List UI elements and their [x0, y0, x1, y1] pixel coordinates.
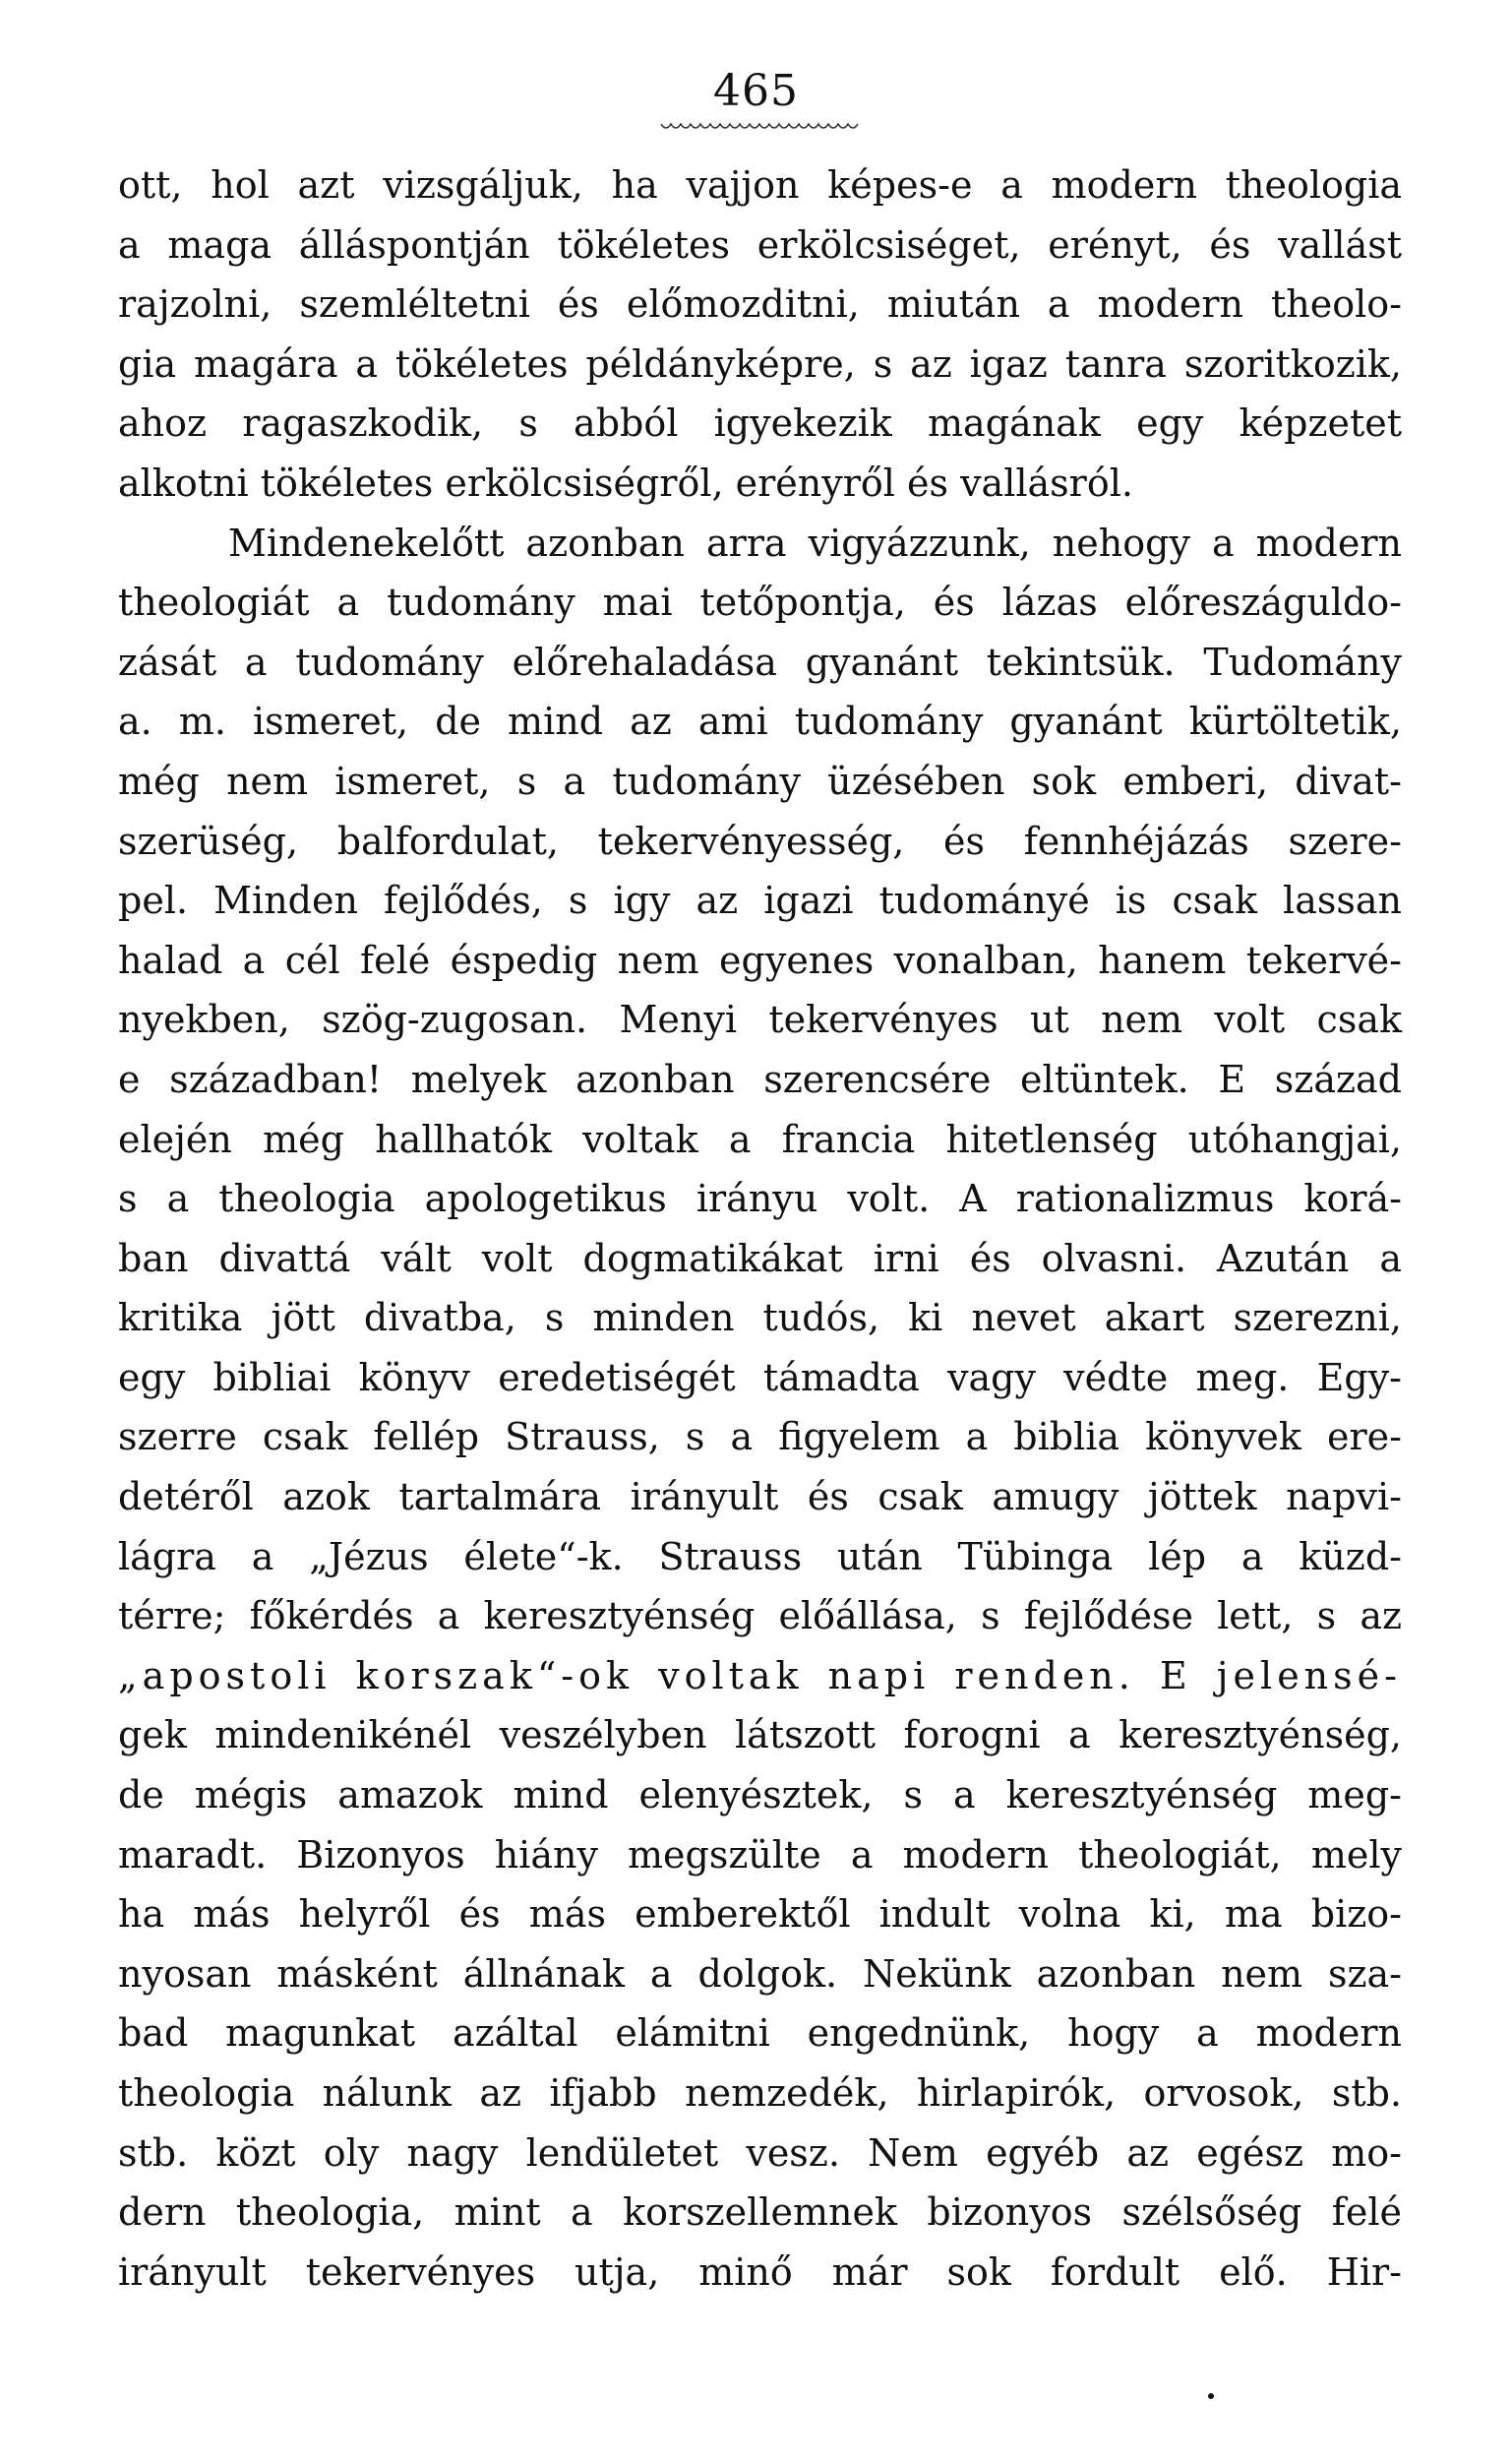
- wavy-underline-ornament: [659, 118, 866, 138]
- text-line: a. m. ismeret, de mind az ami tudomány gyanánt kürtöltetik,: [118, 700, 1402, 744]
- text-line: halad a cél felé éspedig nem egyenes vonalban, hanem tekervé-: [118, 938, 1402, 982]
- text-line: szerre csak fellép Strauss, s a figyelem a biblia könyvek ere-: [118, 1415, 1402, 1459]
- text-line: bad magunkat azáltal elámitni engednünk, hogy a modern: [118, 2011, 1402, 2056]
- text-line: nyosan másként állnának a dolgok. Nekünk azonban nem sza-: [118, 1951, 1402, 1996]
- text-line: dern theologia, mint a korszellemnek bizonyos szélsőség felé: [118, 2190, 1402, 2235]
- text-line: nyekben, szög-zugosan. Menyi tekervényes ut nem volt csak: [118, 998, 1402, 1042]
- text-line: s a theologia apologetikus irányu volt. A rationalizmus korá-: [118, 1177, 1402, 1221]
- text-line: stb. közt oly nagy lendületet vesz. Nem egyéb az egész mo-: [118, 2130, 1402, 2175]
- text-line: detéről azok tartalmára irányult és csak amugy jöttek napvi-: [118, 1475, 1402, 1519]
- text-line: lágra a „Jézus élete“-k. Strauss után Tübinga lép a küzd-: [118, 1534, 1402, 1578]
- page-number: 465: [713, 66, 799, 116]
- text-line: ha más helyről és más emberektől indult volna ki, ma bizo-: [118, 1892, 1402, 1937]
- text-line: Mindenekelőtt azonban arra vigyázzunk, nehogy a modern: [228, 521, 1402, 565]
- text-line: térre; főkérdés a keresztyénség előállása, s fejlődése lett, s az: [118, 1594, 1402, 1638]
- text-line: gek mindenikénél veszélyben látszott forogni a keresztyénség,: [118, 1713, 1402, 1757]
- text-line: „apostoli korszak“-ok voltak napi renden. E jelensé-: [118, 1653, 1402, 1697]
- text-line: e században! melyek azonban szerencsére eltüntek. E század: [118, 1057, 1402, 1101]
- text-line: ott, hol azt vizsgáljuk, ha vajjon képes-e a modern theologia: [118, 163, 1402, 207]
- text-line: maradt. Bizonyos hiány megszülte a modern theologiát, mely: [118, 1832, 1402, 1877]
- text-line: szerüség, balfordulat, tekervényesség, és fennhéjázás szere-: [118, 819, 1402, 863]
- text-line: ban divattá vált volt dogmatikákat irni és olvasni. Azután a: [118, 1236, 1402, 1280]
- text-line: a maga álláspontján tökéletes erkölcsiséget, erényt, és vallást: [118, 222, 1402, 267]
- text-line: theologia nálunk az ifjabb nemzedék, hirlapirók, orvosok, stb.: [118, 2071, 1402, 2115]
- text-line: zását a tudomány előrehaladása gyanánt tekintsük. Tudomány: [118, 640, 1402, 684]
- text-line: pel. Minden fejlődés, s igy az igazi tudományé is csak lassan: [118, 879, 1402, 923]
- text-line: irányult tekervényes utja, minő már sok fordult elő. Hir-: [118, 2249, 1402, 2294]
- text-line: alkotni tökéletes erkölcsiségről, erényről és vallásról.: [118, 461, 1133, 505]
- ink-dot: [1208, 2393, 1214, 2399]
- text-line: elején még hallhatók voltak a francia hitetlenség utóhangjai,: [118, 1117, 1402, 1161]
- body-text: [118, 155, 1402, 2302]
- text-line: rajzolni, szemléltetni és előmozditni, miután a modern theolo-: [118, 282, 1402, 327]
- text-line: de mégis amazok mind elenyésztek, s a keresztyénség meg-: [118, 1773, 1402, 1817]
- text-line: ahoz ragaszkodik, s abból igyekezik magának egy képzetet: [118, 401, 1402, 446]
- text-line: még nem ismeret, s a tudomány üzésében sok emberi, divat-: [118, 759, 1402, 803]
- text-line: egy bibliai könyv eredetiségét támadta vagy védte meg. Egy-: [118, 1355, 1402, 1399]
- text-line: theologiát a tudomány mai tetőpontja, és lázas előreszáguldo-: [118, 581, 1402, 625]
- text-line: gia magára a tökéletes példányképre, s az igaz tanra szoritkozik,: [118, 341, 1402, 386]
- text-line: kritika jött divatba, s minden tudós, ki nevet akart szerezni,: [118, 1296, 1402, 1340]
